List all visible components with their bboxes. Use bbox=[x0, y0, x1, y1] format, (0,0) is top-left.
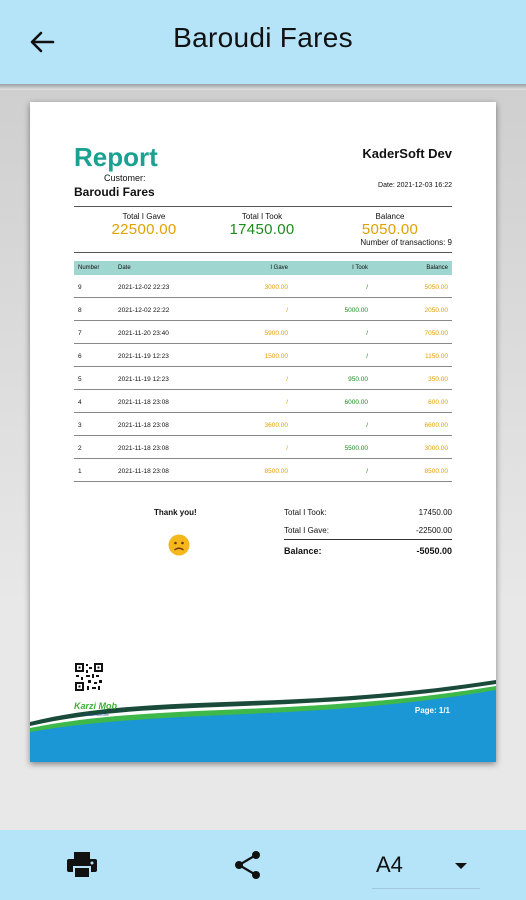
cell-balance: 7050.00 bbox=[424, 330, 448, 337]
report-date: Date: 2021-12-03 16:22 bbox=[378, 182, 452, 189]
select-underline bbox=[372, 888, 480, 889]
cell-date: 2021-11-18 23:08 bbox=[118, 422, 169, 429]
total-gave-value: 22500.00 bbox=[111, 221, 177, 238]
cell-date: 2021-12-02 22:22 bbox=[118, 307, 170, 314]
total-gave-label: Total I Gave bbox=[122, 212, 166, 221]
thank-you-text: Thank you! bbox=[154, 508, 197, 517]
divider bbox=[74, 206, 452, 207]
cell-balance: 1150.00 bbox=[424, 353, 448, 360]
divider bbox=[74, 252, 452, 253]
summary-balance bbox=[340, 212, 440, 238]
table-row bbox=[74, 344, 452, 367]
print-icon bbox=[66, 851, 98, 879]
cell-gave: / bbox=[286, 445, 288, 452]
balance-label: Balance: bbox=[284, 546, 322, 556]
share-icon bbox=[233, 850, 263, 880]
cell-date: 2021-11-19 12:23 bbox=[118, 376, 169, 383]
cell-balance: 2050.00 bbox=[424, 307, 448, 314]
report-title: Report bbox=[74, 142, 158, 172]
total-gave-value: -22500.00 bbox=[415, 526, 452, 535]
cell-took: 5500.00 bbox=[344, 445, 368, 452]
dropdown-arrow-icon[interactable] bbox=[454, 862, 468, 870]
cell-gave: / bbox=[286, 399, 288, 406]
summary-total-took bbox=[212, 212, 312, 238]
header-date: Date bbox=[118, 265, 131, 271]
cell-balance: 3000.00 bbox=[424, 445, 448, 452]
customer-label: Customer: bbox=[104, 173, 146, 183]
cell-gave: 3600.00 bbox=[264, 422, 288, 429]
header-gave: I Gave bbox=[270, 265, 288, 271]
page-title: Baroudi Fares bbox=[173, 22, 353, 53]
cell-balance: 5050.00 bbox=[424, 284, 448, 291]
bottom-bar bbox=[0, 830, 526, 900]
table-row bbox=[74, 367, 452, 390]
cell-took: / bbox=[366, 468, 368, 475]
table-row bbox=[74, 298, 452, 321]
cell-date: 2021-11-19 12:23 bbox=[118, 353, 169, 360]
cell-gave: / bbox=[286, 307, 288, 314]
cell-gave: 5900.00 bbox=[264, 330, 288, 337]
cell-gave: 8500.00 bbox=[264, 468, 288, 475]
cell-date: 2021-11-18 23:08 bbox=[118, 468, 169, 475]
brand-logo-subtext: KaderSoft Dev bbox=[86, 713, 109, 717]
cell-took: 6000.00 bbox=[344, 399, 368, 406]
summary-total-gave bbox=[94, 212, 194, 238]
totals-divider bbox=[284, 539, 452, 540]
cell-balance: 8500.00 bbox=[424, 468, 448, 475]
cell-balance: 6600.00 bbox=[424, 422, 448, 429]
header-number: Number bbox=[78, 265, 100, 271]
cell-gave: 3000.00 bbox=[264, 284, 288, 291]
total-took-label: Total I Took: bbox=[284, 508, 327, 517]
cell-took: / bbox=[366, 284, 368, 291]
cell-balance: 350.00 bbox=[428, 376, 448, 383]
table-header bbox=[74, 261, 452, 275]
balance-value: 5050.00 bbox=[361, 221, 419, 238]
brand-logo: Karzi Mob bbox=[74, 701, 118, 711]
cell-took: / bbox=[366, 353, 368, 360]
cell-date: 2021-11-18 23:08 bbox=[118, 399, 169, 406]
cell-number: 3 bbox=[78, 422, 82, 429]
print-button[interactable] bbox=[62, 848, 102, 882]
balance-label: Balance bbox=[375, 212, 405, 221]
cell-took: / bbox=[366, 330, 368, 337]
cell-took: 5000.00 bbox=[344, 307, 368, 314]
total-took-label: Total I Took bbox=[241, 212, 283, 221]
cell-number: 8 bbox=[78, 307, 82, 314]
cell-number: 6 bbox=[78, 353, 82, 360]
table-row bbox=[74, 459, 452, 482]
cell-number: 1 bbox=[78, 468, 82, 475]
total-took-value: 17450.00 bbox=[418, 508, 452, 517]
total-took-value: 17450.00 bbox=[229, 221, 295, 238]
cell-number: 7 bbox=[78, 330, 82, 337]
cell-balance: 600.00 bbox=[428, 399, 448, 406]
transaction-count: Number of transactions: 9 bbox=[360, 238, 452, 247]
paper-size-select[interactable]: A4 bbox=[376, 852, 403, 877]
company-name: KaderSoft Dev bbox=[362, 146, 452, 161]
app-bar bbox=[0, 0, 526, 84]
table-row bbox=[74, 413, 452, 436]
cell-date: 2021-11-20 23:40 bbox=[118, 330, 169, 337]
cell-took: / bbox=[366, 422, 368, 429]
table-row bbox=[74, 390, 452, 413]
table-row bbox=[74, 436, 452, 459]
share-button[interactable] bbox=[228, 848, 268, 882]
footer-wave bbox=[30, 672, 496, 762]
header-took: I Took bbox=[352, 265, 368, 271]
cell-date: 2021-11-18 23:08 bbox=[118, 445, 169, 452]
sad-face-icon bbox=[168, 534, 190, 556]
table-row bbox=[74, 275, 452, 298]
cell-took: 950.00 bbox=[348, 376, 368, 383]
page-number: Page: 1/1 bbox=[414, 706, 450, 715]
total-gave-label: Total I Gave: bbox=[284, 526, 329, 535]
cell-number: 5 bbox=[78, 376, 82, 383]
balance-value: -5050.00 bbox=[416, 546, 452, 556]
cell-number: 9 bbox=[78, 284, 82, 291]
report-page bbox=[30, 102, 496, 762]
cell-date: 2021-12-02 22:23 bbox=[118, 284, 170, 291]
cell-number: 2 bbox=[78, 445, 82, 452]
cell-number: 4 bbox=[78, 399, 82, 406]
cell-gave: 1500.00 bbox=[264, 353, 288, 360]
table-row bbox=[74, 321, 452, 344]
customer-name: Baroudi Fares bbox=[74, 185, 155, 199]
cell-gave: / bbox=[286, 376, 288, 383]
header-balance: Balance bbox=[426, 265, 448, 271]
